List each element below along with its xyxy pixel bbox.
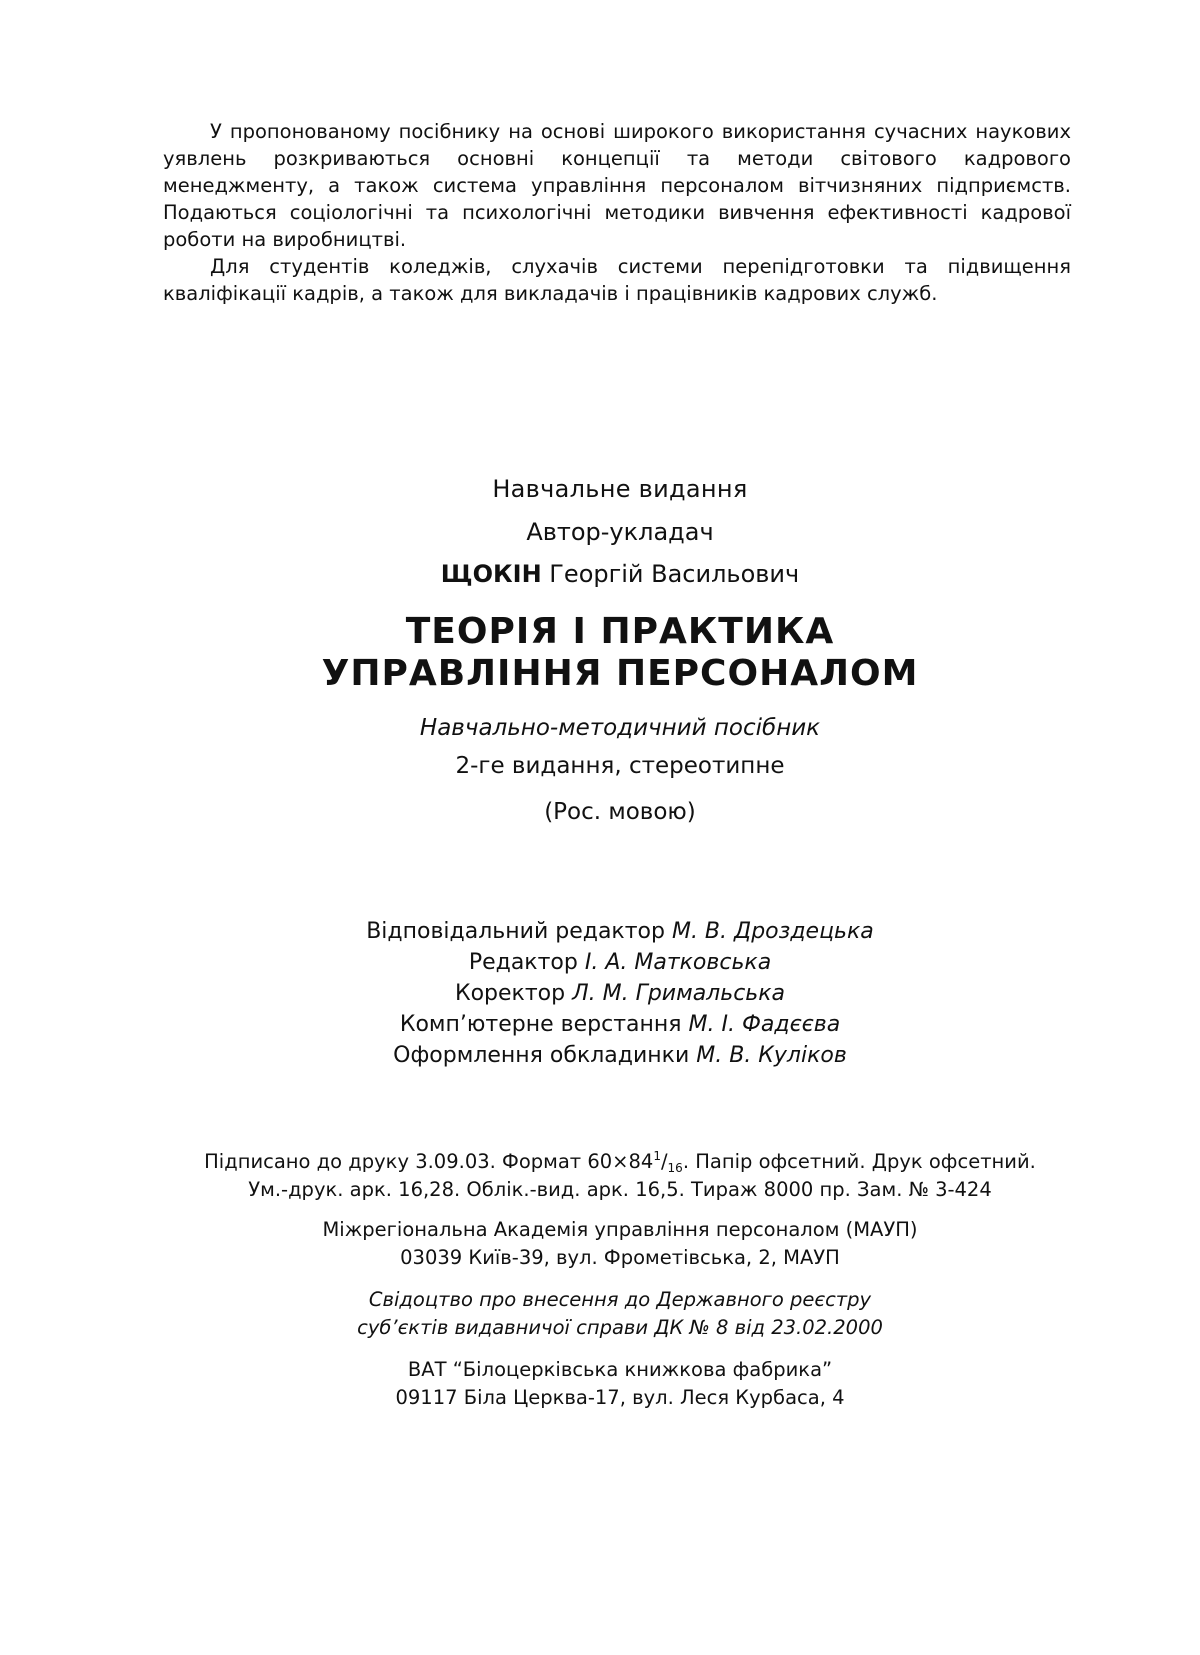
credit-role: Оформлення обкладинки — [393, 1043, 690, 1068]
certificate-line: суб’єктів видавничої справи ДК № 8 від 23.02.2000 — [357, 1316, 883, 1339]
credit-role: Редактор — [468, 950, 578, 975]
publisher-address: 03039 Київ-39, вул. Фрометівська, 2, МАУП — [400, 1246, 840, 1269]
author-given-names: Георгій Васильович — [549, 560, 800, 588]
print-info-line — [0, 1148, 1200, 1176]
credits-block — [0, 916, 1200, 1071]
book-subtitle: Навчально-методичний посібник — [419, 715, 821, 741]
format-slash: / — [660, 1150, 668, 1173]
print-info-text: . Папір офсетний. Друк офсетний. — [682, 1150, 1036, 1173]
credit-role: Комп’ютерне верстання — [399, 1012, 682, 1037]
format-numerator: 1 — [653, 1149, 661, 1163]
print-info-text: Підписано до друку 3.09.03. Формат 60×84 — [204, 1150, 654, 1173]
author-name — [0, 559, 1200, 589]
publisher-block — [0, 1216, 1200, 1272]
edition-type: Навчальне видання — [492, 475, 748, 503]
credit-line — [0, 1040, 1200, 1071]
annotation-paragraph: У пропонованому посібнику на основі широкого використання сучасних наукових уявлень розкриваються основні концепції та методи світового кадрового менеджменту, а також система управління персоналом вітчизняних підприємств. Подаються соціологічні та психологічні методики вивчення ефективності кадрової роботи на виробництві. — [163, 120, 1071, 251]
print-info — [0, 1148, 1200, 1204]
printer-address: 09117 Біла Церква-17, вул. Леся Курбаса, 4 — [395, 1386, 845, 1409]
language-note: (Рос. мовою) — [544, 799, 696, 825]
book-title-line: ТЕОРІЯ І ПРАКТИКА — [405, 611, 835, 652]
author-role: Автор-укладач — [526, 518, 714, 546]
book-title — [0, 611, 1200, 695]
publisher-name: Міжрегіональна Академія управління персоналом (МАУП) — [322, 1218, 918, 1241]
printer-block — [0, 1356, 1200, 1412]
credit-role: Коректор — [454, 981, 566, 1006]
credit-line — [0, 947, 1200, 978]
credit-line — [0, 916, 1200, 947]
credit-person: Л. М. Гримальська — [572, 981, 786, 1006]
format-denominator: 16 — [667, 1161, 683, 1175]
credit-person: М. І. Фадєєва — [688, 1012, 841, 1037]
credit-role: Відповідальний редактор — [366, 919, 665, 944]
credit-person: М. В. Дроздецька — [671, 919, 874, 944]
edition-note: 2-ге видання, стереотипне — [455, 753, 785, 779]
book-title-line: УПРАВЛІННЯ ПЕРСОНАЛОМ — [321, 653, 919, 694]
author-surname: ЩОКІН — [440, 560, 542, 588]
certificate-block — [0, 1286, 1200, 1342]
print-info-line: Ум.-друк. арк. 16,28. Облік.-вид. арк. 16,5. Тираж 8000 пр. Зам. № 3-424 — [248, 1178, 992, 1201]
credit-line — [0, 1009, 1200, 1040]
credit-person: І. А. Матковська — [584, 950, 772, 975]
annotation-block — [163, 118, 1071, 307]
certificate-line: Свідоцтво про внесення до Державного реєстру — [368, 1288, 872, 1311]
printer-name: ВАТ “Білоцерківська книжкова фабрика” — [407, 1358, 833, 1381]
credit-line — [0, 978, 1200, 1009]
credit-person: М. В. Куліков — [696, 1043, 847, 1068]
annotation-paragraph: Для студентів коледжів, слухачів системи перепідготовки та підвищення кваліфікації кадрів, а також для викладачів і працівників кадрових служб. — [163, 255, 1071, 305]
